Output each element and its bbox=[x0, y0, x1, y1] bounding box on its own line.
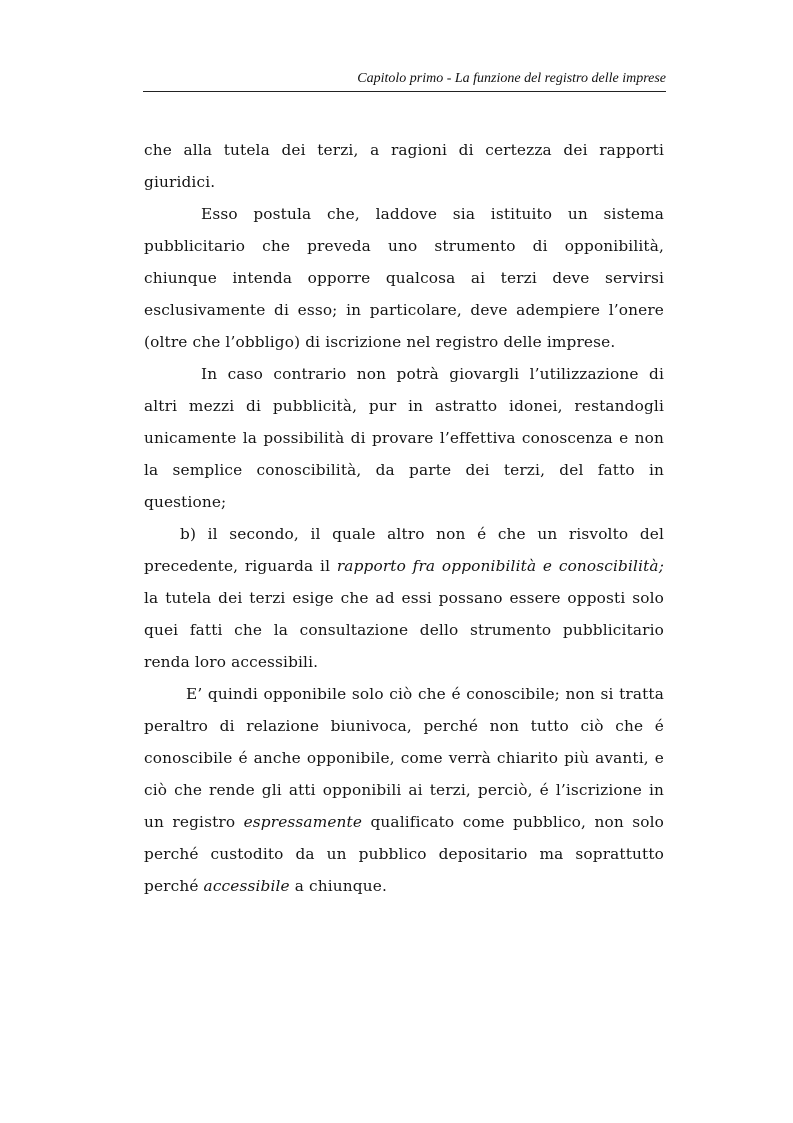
paragraph-5 bbox=[144, 678, 664, 902]
paragraph-text: E’ quindi opponibile solo ciò che é conoscibile; non si tratta peraltro di relazione biunivoca, perché non tutto ciò che é conoscibile é anche opponibile, come verrà chiarito più avanti, e ciò che rende gli atti opponibili ai terzi, perciò, é l’iscrizione in un registro bbox=[144, 685, 664, 831]
list-item-text-cont: la tutela dei terzi esige che ad essi possano essere opposti solo quei fatti che la consultazione dello strumento pubblicitario renda loro accessibili. bbox=[144, 589, 664, 671]
list-marker: b) bbox=[180, 525, 197, 543]
paragraph-text-end: a chiunque. bbox=[294, 877, 387, 895]
header-rule bbox=[143, 91, 666, 92]
running-header: Capitolo primo - La funzione del registro delle imprese bbox=[357, 71, 666, 86]
list-item-b bbox=[144, 518, 664, 678]
body-text bbox=[144, 134, 664, 902]
paragraph-text-cont: qualificato come pubblico, non solo perché custodito da un pubblico depositario ma soprattutto perché bbox=[144, 813, 664, 895]
emphasis-text: accessibile bbox=[203, 877, 290, 895]
paragraph-3: In caso contrario non potrà giovargli l’utilizzazione di altri mezzi di pubblicità, pur in astratto idonei, restandogli unicamente la possibilità di provare l’effettiva conoscenza e non la semplice conoscibilità, da parte dei terzi, del fatto in questione; bbox=[144, 365, 664, 511]
list-item-text: il secondo, il quale altro non é che un risvolto del precedente, riguarda il bbox=[144, 525, 665, 575]
emphasis-text: espressamente bbox=[243, 813, 363, 831]
emphasis-text: rapporto fra opponibilità e conoscibilità; bbox=[336, 557, 664, 575]
paragraph-2: Esso postula che, laddove sia istituito un sistema pubblicitario che preveda uno strumento di opponibilità, chiunque intenda opporre qualcosa ai terzi deve servirsi esclusivamente di esso; in particolare, deve adempiere l’onere (oltre che l’obbligo) di iscrizione nel registro delle imprese. bbox=[144, 205, 664, 351]
paragraph-1: che alla tutela dei terzi, a ragioni di certezza dei rapporti giuridici. bbox=[144, 141, 664, 191]
